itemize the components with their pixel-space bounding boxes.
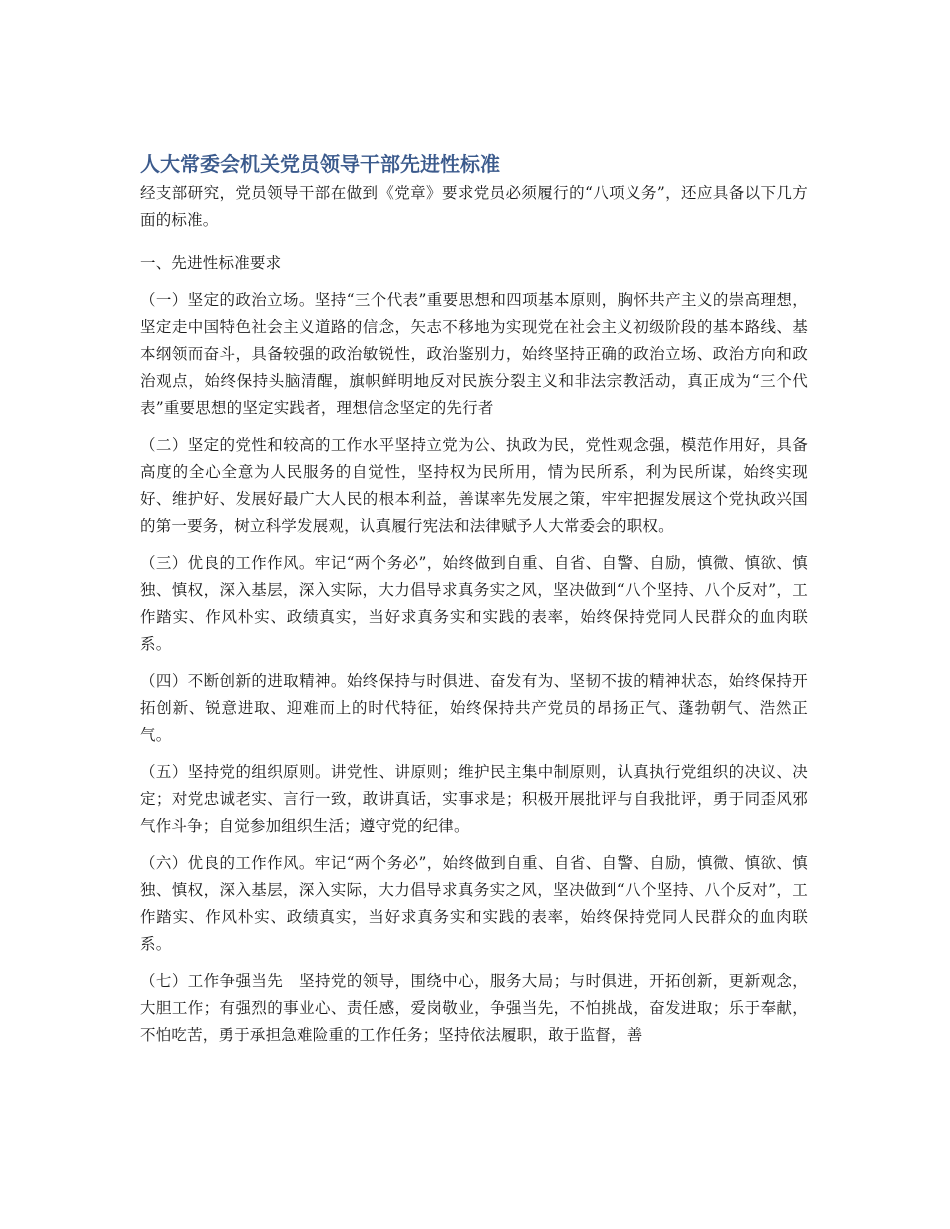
standard-item-7: （七）工作争强当先 坚持党的领导，围绕中心，服务大局；与时俱进，开拓创新，更新观念，大胆工作；有强烈的事业心、责任感，爱岗敬业，争强当先，不怕挑战，奋发进取；乐于奉献，不怕吃苦，勇于承担急难险重的工作任务；坚持依法履职，敢于监督，善	[140, 972, 808, 1044]
document-page	[140, 150, 808, 1049]
section-heading: 一、先进性标准要求	[140, 254, 282, 272]
standard-item-6: （六）优良的工作作风。牢记“两个务必”，始终做到自重、自省、自警、自励，慎微、慎欲、慎独、慎权，深入基层，深入实际，大力倡导求真务实之风，坚决做到“八个坚持、八个反对”，工作踏实、作风朴实、政绩真实，当好求真务实和实践的表率，始终保持党同人民群众的血肉联系。	[140, 854, 808, 953]
standard-item-4: （四）不断创新的进取精神。始终保持与时俱进、奋发有为、坚韧不拔的精神状态，始终保持开拓创新、锐意进取、迎难而上的时代特征，始终保持共产党员的昂扬正气、蓬勃朝气、浩然正气。	[140, 672, 808, 744]
document-title: 人大常委会机关党员领导干部先进性标准	[140, 152, 500, 176]
intro-paragraph: 经支部研究，党员领导干部在做到《党章》要求党员必须履行的“八项义务”，还应具备以下几方面的标准。	[140, 184, 808, 229]
standard-item-2: （二）坚定的党性和较高的工作水平坚持立党为公、执政为民，党性观念强，模范作用好，具备高度的全心全意为人民服务的自觉性，坚持权为民所用，情为民所系，利为民所谋，始终实现好、维护好、发展好最广大人民的根本利益，善谋率先发展之策，牢牢把握发展这个党执政兴国的第一要务，树立科学发展观，认真履行宪法和法律赋予人大常委会的职权。	[140, 436, 808, 535]
standard-item-3: （三）优良的工作作风。牢记“两个务必”，始终做到自重、自省、自警、自励，慎微、慎欲、慎独、慎权，深入基层，深入实际，大力倡导求真务实之风，坚决做到“八个坚持、八个反对”，工作踏实、作风朴实、政绩真实，当好求真务实和实践的表率，始终保持党同人民群众的血肉联系。	[140, 554, 808, 653]
standard-item-1: （一）坚定的政治立场。坚持“三个代表”重要思想和四项基本原则，胸怀共产主义的崇高理想，坚定走中国特色社会主义道路的信念，矢志不移地为实现党在社会主义初级阶段的基本路线、基本纲领而奋斗，具备较强的政治敏锐性，政治鉴别力，始终坚持正确的政治立场、政治方向和政治观点，始终保持头脑清醒，旗帜鲜明地反对民族分裂主义和非法宗教活动，真正成为“三个代表”重要思想的坚定实践者，理想信念坚定的先行者	[140, 291, 808, 417]
standard-item-5: （五）坚持党的组织原则。讲党性、讲原则；维护民主集中制原则，认真执行党组织的决议、决定；对党忠诚老实、言行一致，敢讲真话，实事求是；积极开展批评与自我批评，勇于同歪风邪气作斗争；自觉参加组织生活；遵守党的纪律。	[140, 763, 808, 835]
